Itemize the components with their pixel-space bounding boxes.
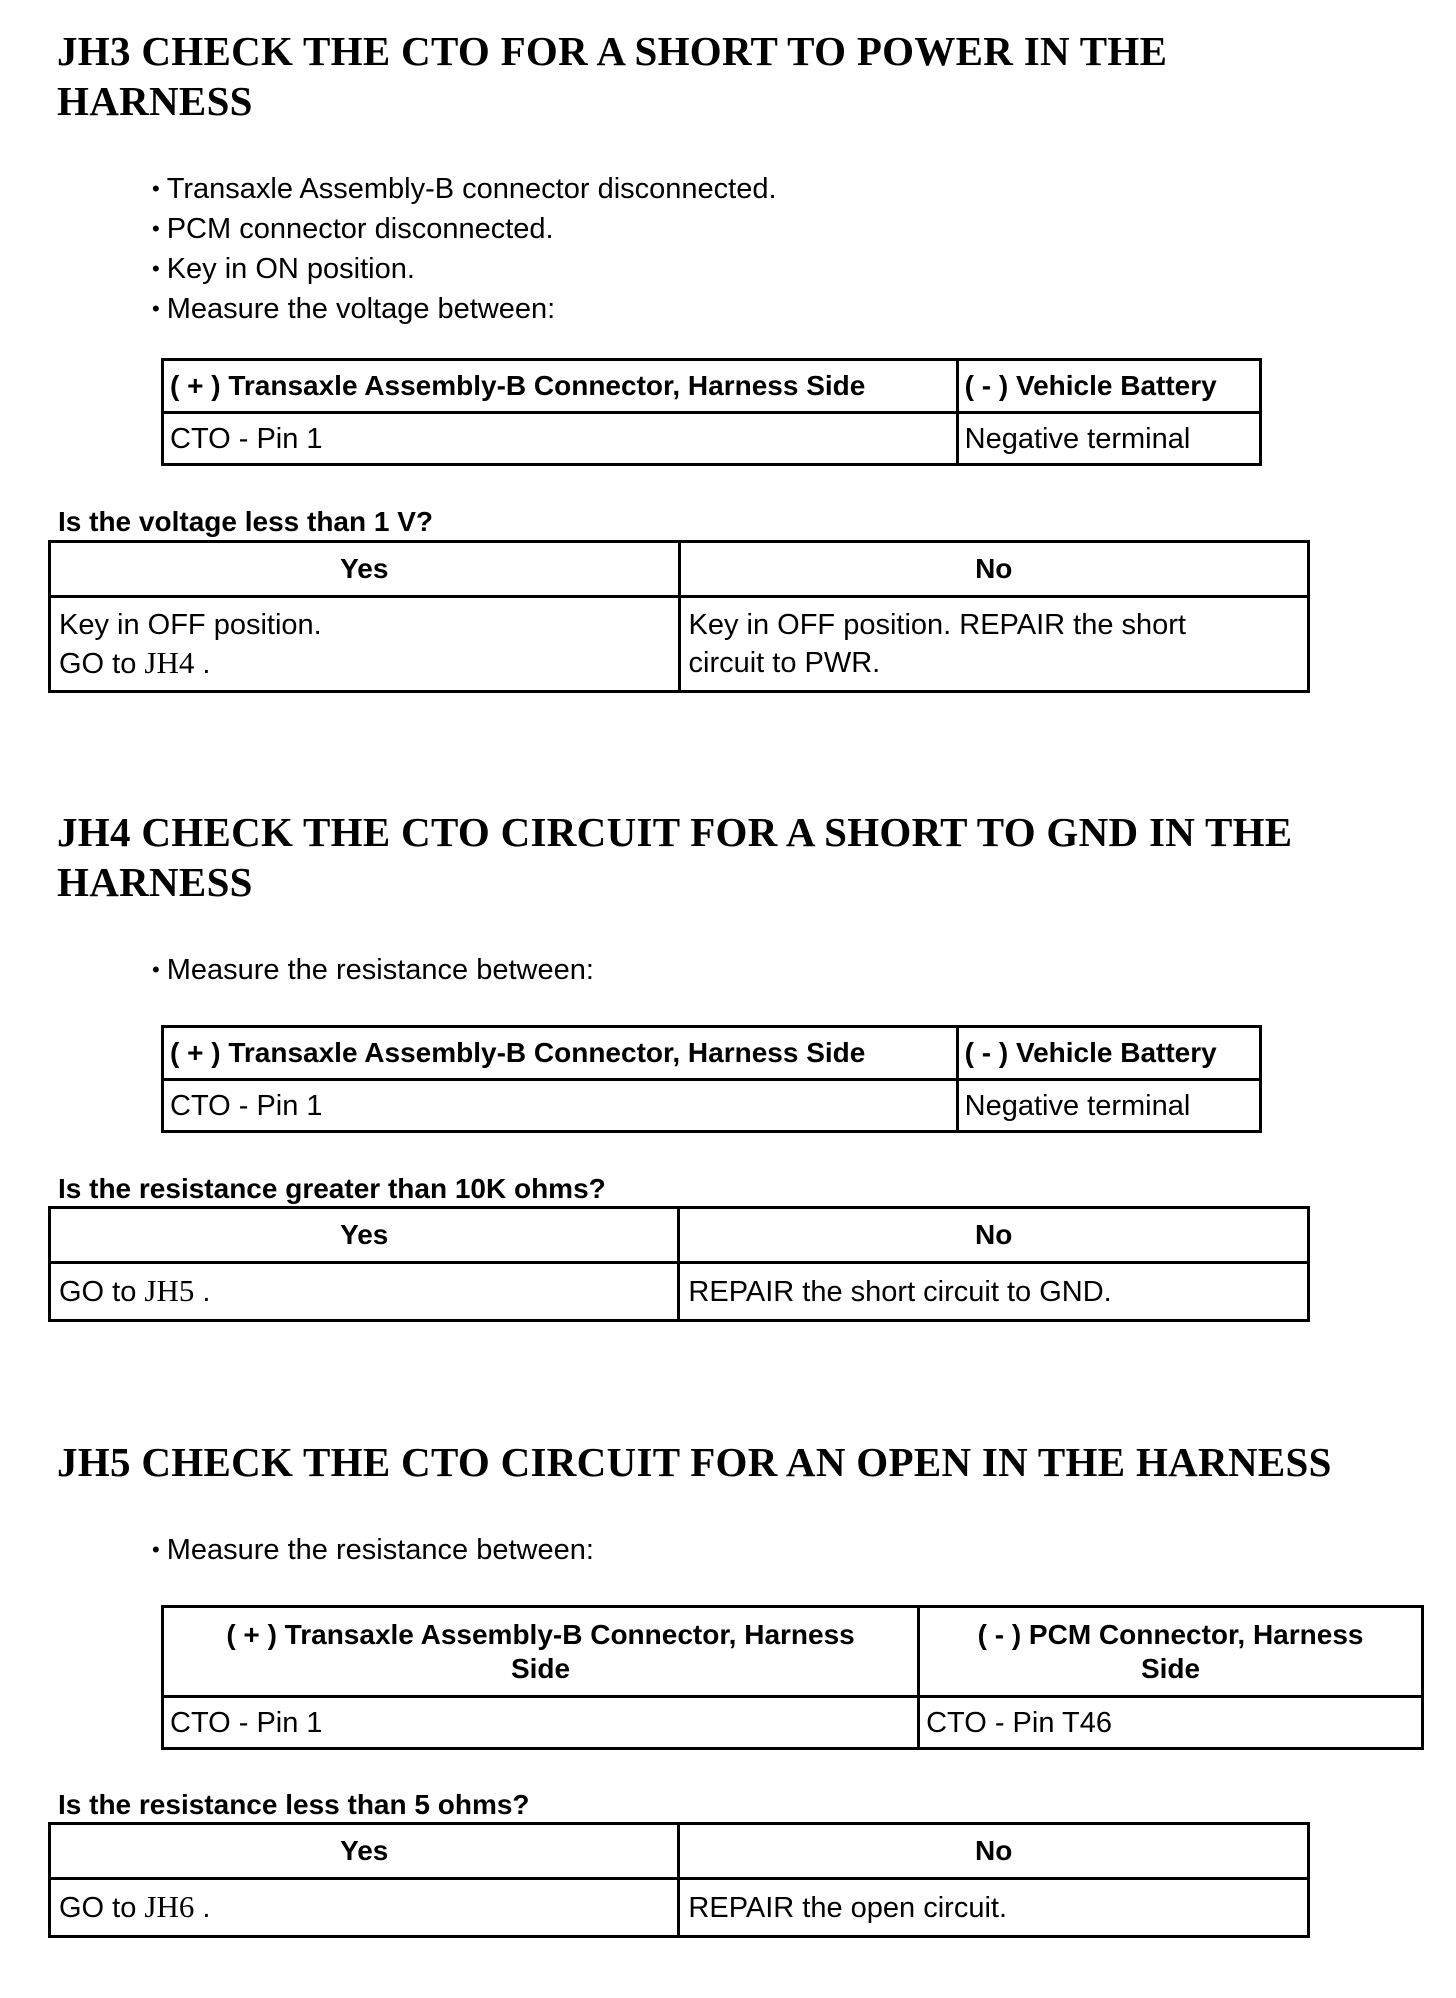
jh3-heading-line2: HARNESS (57, 78, 253, 124)
no-cell: REPAIR the open circuit. (679, 1879, 1309, 1937)
table-header: ( - ) PCM Connector, Harness Side (919, 1607, 1423, 1697)
yes-header: Yes (50, 542, 680, 597)
jh4-measurement-table (161, 1025, 1262, 1133)
list-item: • Measure the resistance between: (152, 1531, 594, 1571)
jh5-measurement-table (161, 1605, 1424, 1750)
table-cell: CTO - Pin 1 (163, 1080, 958, 1132)
yes-header: Yes (50, 1824, 679, 1879)
jh4-decision-table (48, 1206, 1310, 1322)
no-header: No (679, 1208, 1309, 1263)
yes-cell: GO to JH5 . (50, 1263, 679, 1321)
jh4-question: Is the resistance greater than 10K ohms? (58, 1173, 606, 1204)
list-item: • Key in ON position. (152, 250, 777, 290)
jh3-question: Is the voltage less than 1 V? (58, 506, 434, 537)
jh4-heading-line2: HARNESS (57, 859, 253, 905)
jh5-heading: JH5 CHECK THE CTO CIRCUIT FOR AN OPEN IN THE HARNESS (57, 1439, 1332, 1485)
table-cell: CTO - Pin T46 (919, 1697, 1423, 1749)
yes-cell: Key in OFF position. GO to JH4 . (50, 597, 680, 692)
table-header: ( + ) Transaxle Assembly-B Connector, Harness Side (163, 1027, 958, 1080)
list-item: • Transaxle Assembly-B connector disconnected. (152, 170, 777, 210)
table-cell: CTO - Pin 1 (163, 1697, 919, 1749)
jh6-link[interactable]: JH6 (144, 1889, 195, 1924)
jh3-bullet-list (152, 170, 777, 330)
table-header: ( + ) Transaxle Assembly-B Connector, Harness Side (163, 1607, 919, 1697)
list-item: • Measure the resistance between: (152, 951, 594, 991)
table-cell: Negative terminal (957, 1080, 1260, 1132)
jh3-heading-line1: JH3 CHECK THE CTO FOR A SHORT TO POWER IN THE (57, 28, 1168, 74)
jh5-link[interactable]: JH5 (144, 1273, 195, 1308)
no-header: No (679, 542, 1309, 597)
table-header: ( - ) Vehicle Battery (957, 360, 1260, 413)
yes-header: Yes (50, 1208, 679, 1263)
table-cell: Negative terminal (957, 413, 1260, 465)
jh5-question: Is the resistance less than 5 ohms? (58, 1789, 530, 1820)
yes-cell: GO to JH6 . (50, 1879, 679, 1937)
jh3-heading (57, 26, 1167, 126)
table-header: ( - ) Vehicle Battery (957, 1027, 1260, 1080)
jh4-link[interactable]: JH4 (144, 644, 195, 680)
table-header: ( + ) Transaxle Assembly-B Connector, Harness Side (163, 360, 958, 413)
jh3-decision-table (48, 540, 1310, 693)
jh4-heading (57, 807, 1292, 907)
jh5-bullet-list (152, 1531, 594, 1571)
table-cell: CTO - Pin 1 (163, 413, 958, 465)
jh4-heading-line1: JH4 CHECK THE CTO CIRCUIT FOR A SHORT TO GND IN THE (57, 809, 1293, 855)
no-header: No (679, 1824, 1309, 1879)
no-cell: Key in OFF position. REPAIR the short circuit to PWR. (679, 597, 1309, 692)
list-item: • PCM connector disconnected. (152, 210, 777, 250)
jh4-bullet-list (152, 951, 594, 991)
list-item: • Measure the voltage between: (152, 290, 777, 330)
jh5-decision-table (48, 1822, 1310, 1938)
jh3-measurement-table (161, 358, 1262, 466)
no-cell: REPAIR the short circuit to GND. (679, 1263, 1309, 1321)
